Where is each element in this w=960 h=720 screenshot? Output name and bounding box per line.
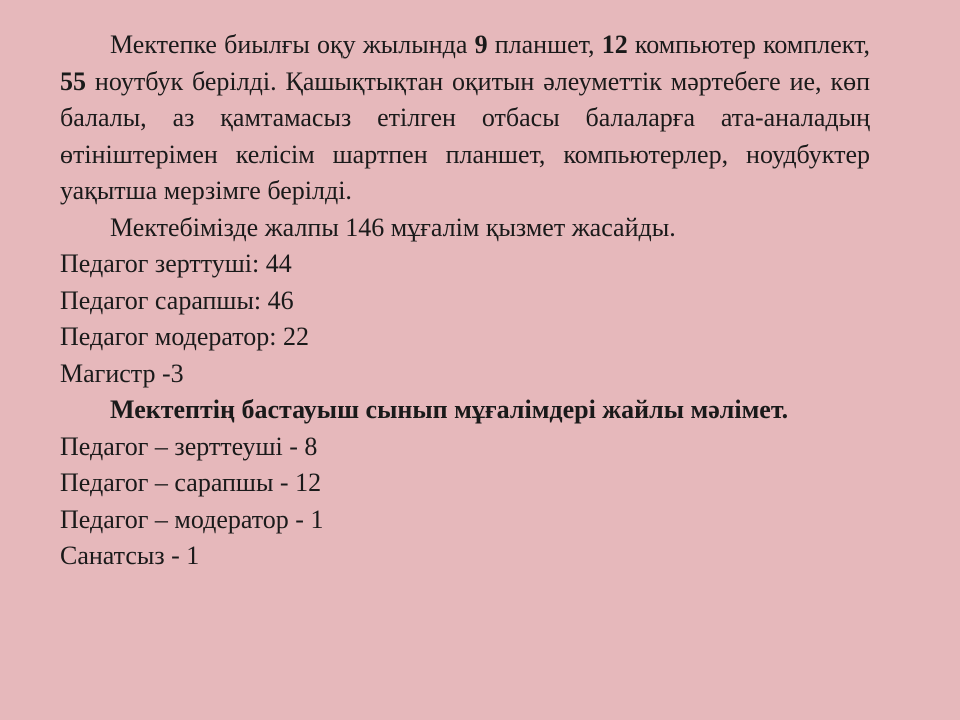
stat-line-researcher: Педагог зерттуші: 44 xyxy=(60,249,292,278)
primary-stat-expert: Педагог – сарапшы - 12 xyxy=(60,468,322,497)
stat-line-expert: Педагог сарапшы: 46 xyxy=(60,285,294,315)
intro-text-1: Мектепке биылғы оқу жылында xyxy=(110,30,475,59)
intro-paragraph xyxy=(60,27,870,210)
primary-stat-researcher: Педагог – зерттеуші - 8 xyxy=(60,431,318,461)
teachers-total: Мектебімізде жалпы 146 мұғалім қызмет жасайды. xyxy=(110,212,676,242)
tablets-count: 9 xyxy=(474,30,488,59)
primary-heading-text: Мектептің бастауыш сынып мұғалімдері жайлы мәлімет. xyxy=(110,395,789,424)
stat-line-master: Магистр -3 xyxy=(60,358,184,388)
intro-text-4: ноутбук берілді. Қашықтықтан оқитын әлеуметтік мәртебеге ие, көп балалы, аз қамтамасыз етілген отбасы балаларға ата-аналадың өтініштерімен келісім шартпен планшет, компьютерлер, ноудбуктер уақытша мерзімге берілді. xyxy=(60,66,870,205)
primary-stat-moderator: Педагог – модератор - 1 xyxy=(60,504,324,534)
laptops-count: 55 xyxy=(60,66,86,96)
stat-line-moderator: Педагог модератор: 22 xyxy=(60,322,310,351)
primary-stat-uncategorized: Санатсыз - 1 xyxy=(60,541,200,570)
primary-heading xyxy=(60,392,870,429)
intro-text-3: компьютер комплект, xyxy=(627,30,871,59)
intro-text-2: планшет, xyxy=(487,30,602,59)
computers-count: 12 xyxy=(601,30,628,59)
